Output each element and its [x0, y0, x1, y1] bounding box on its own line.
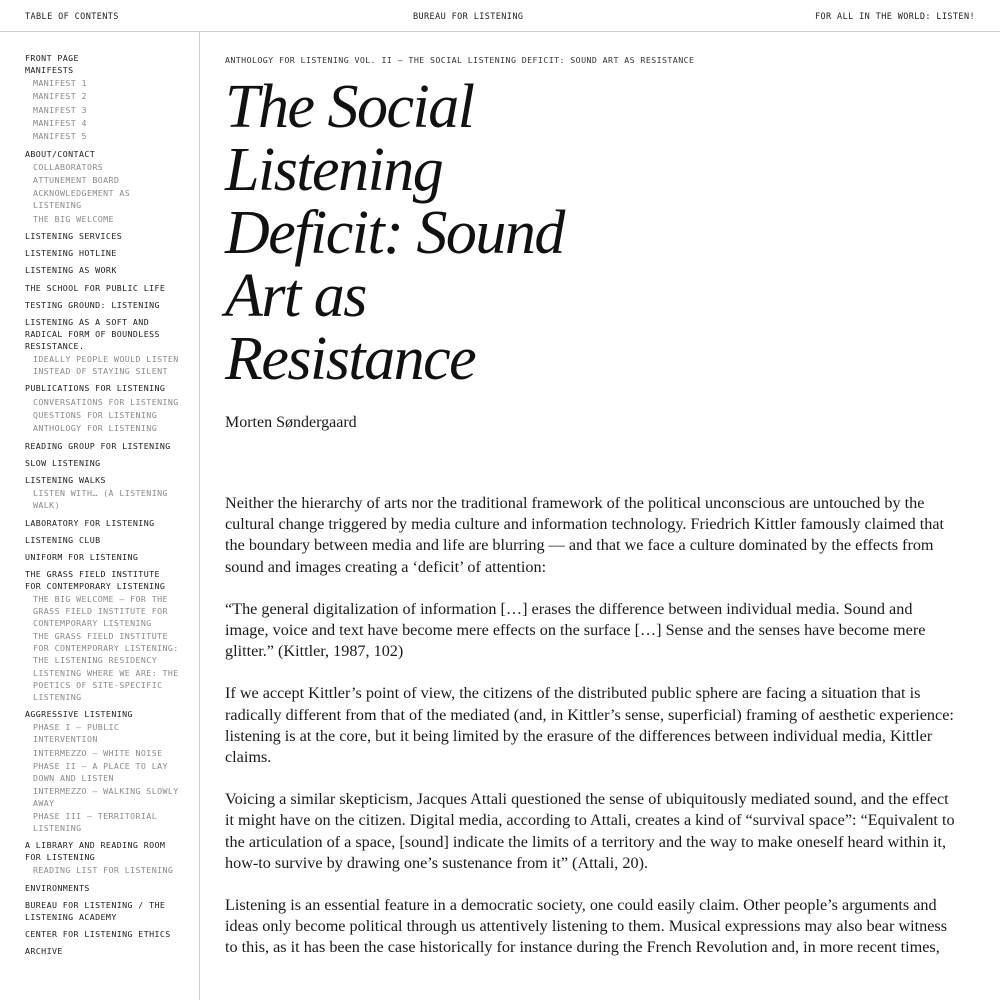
sidebar-item[interactable]: FRONT PAGE	[25, 53, 79, 63]
sidebar-subitem[interactable]: READING LIST FOR LISTENING	[33, 865, 174, 876]
body-paragraph: If we accept Kittler’s point of view, the citizens of the distributed public sphere are facing a situation that is radically different from that of the mediated (and, in Kittler’s sense, superficial) framing of aesthetic experience: listening is at the core, but it being limited by the erasure of the differences between individual media, Kittler claims.	[225, 684, 954, 767]
sidebar-subitem[interactable]: THE BIG WELCOME	[33, 213, 114, 224]
sidebar-subitem[interactable]: THE GRASS FIELD INSTITUTE FOR CONTEMPORARY LISTENING: THE LISTENING RESIDENCY	[33, 631, 179, 665]
article-author: Morten Søndergaard	[225, 414, 357, 431]
sidebar-subitem[interactable]: PHASE I – PUBLIC INTERVENTION	[33, 722, 120, 745]
sidebar-subitem[interactable]: LISTEN WITH… (A LISTENING WALK)	[33, 488, 168, 511]
body-paragraph: Voicing a similar skepticism, Jacques Attali questioned the sense of ubiquitously mediated sound, and the effect it might have on the citizen. Digital media, according to Attali, creates a kind of “survival space”: “Equivalent to the articulation of a space, [sound] indicate the limits of a territory and the way to make oneself heard within it, how-to survive by drawing one’s sustenance from it” (Attali, 20).	[225, 790, 955, 872]
sidebar-subitem[interactable]: PHASE III – TERRITORIAL LISTENING	[33, 811, 158, 833]
site-title-link[interactable]: BUREAU FOR LISTENING	[413, 12, 524, 22]
sidebar-item[interactable]: ARCHIVE	[25, 946, 63, 957]
sidebar-subitem[interactable]: INTERMEZZO – WALKING SLOWLY AWAY	[33, 785, 179, 808]
sidebar-item[interactable]: PUBLICATIONS FOR LISTENING	[25, 383, 166, 394]
sidebar-subitem[interactable]: INTERMEZZO – WHITE NOISE	[33, 747, 163, 758]
sidebar-item[interactable]: LISTENING SERVICES	[25, 230, 123, 241]
sidebar-subitem[interactable]: QUESTIONS FOR LISTENING	[33, 409, 158, 420]
sidebar-item[interactable]: LISTENING AS WORK	[25, 265, 117, 276]
tagline-link[interactable]: FOR ALL IN THE WORLD: LISTEN!	[814, 12, 975, 22]
sidebar-subitem[interactable]: MANIFEST 5	[33, 131, 87, 142]
sidebar-subitem[interactable]: LISTENING WHERE WE ARE: THE POETICS OF SITE-SPECIFIC LISTENING	[33, 668, 179, 702]
sidebar-item[interactable]: UNIFORM FOR LISTENING	[25, 552, 139, 563]
sidebar-item[interactable]: LISTENING WALKS	[25, 475, 106, 486]
sidebar-item[interactable]: ENVIRONMENTS	[25, 882, 90, 893]
sidebar-nav	[0, 32, 200, 1000]
sidebar-subitem[interactable]: ATTUNEMENT BOARD	[33, 175, 120, 186]
article-body	[225, 493, 955, 980]
sidebar-item[interactable]: READING GROUP FOR LISTENING	[25, 440, 171, 451]
sidebar-item[interactable]: AGGRESSIVE LISTENING	[25, 709, 133, 720]
sidebar-item[interactable]: THE GRASS FIELD INSTITUTE FOR CONTEMPORARY LISTENING	[25, 569, 166, 592]
table-of-contents-link[interactable]: TABLE OF CONTENTS	[25, 12, 119, 22]
sidebar-item[interactable]: LISTENING CLUB	[25, 534, 101, 545]
sidebar-subitem[interactable]: ANTHOLOGY FOR LISTENING	[33, 423, 158, 434]
sidebar-subitem[interactable]: MANIFEST 3	[33, 104, 87, 115]
body-quote: “The general digitalization of information […] erases the difference between individual media. Sound and image, voice and text have become mere effects on the surface […] Sense and the senses have become mere glitter.” (Kittler, 1987, 102)	[225, 599, 926, 661]
body-paragraph: Neither the hierarchy of arts nor the traditional framework of the political unconscious are untouched by the cultural change triggered by media culture and information technology. Friedrich Kittler famously claimed that the boundary between media and life are blurring — and that we face a culture dominated by the effects from sound and images creating a ‘deficit’ of attention:	[225, 494, 945, 576]
sidebar-subitem[interactable]: CONVERSATIONS FOR LISTENING	[33, 396, 179, 407]
sidebar-item[interactable]: SLOW LISTENING	[25, 457, 101, 468]
sidebar-item[interactable]: LISTENING AS A SOFT AND RADICAL FORM OF BOUNDLESS RESISTANCE.	[25, 317, 160, 351]
sidebar-item[interactable]: LABORATORY FOR LISTENING	[25, 517, 155, 528]
sidebar-subitem[interactable]: IDEALLY PEOPLE WOULD LISTEN INSTEAD OF STAYING SILENT	[33, 354, 179, 377]
body-paragraph: Listening is an essential feature in a democratic society, one could easily claim. Other people’s arguments and ideas only become political through us attentively listening to them. Musical expressions may also bear witness to this, as it has been the case historically for instance during the French Revolution and, in more recent times,	[225, 896, 947, 957]
sidebar-item[interactable]: BUREAU FOR LISTENING / THE LISTENING ACADEMY	[25, 899, 166, 922]
sidebar-item[interactable]: LISTENING HOTLINE	[25, 248, 117, 259]
sidebar-item[interactable]: CENTER FOR LISTENING ETHICS	[25, 928, 171, 939]
sidebar-subitem[interactable]: MANIFEST 1	[33, 78, 87, 89]
breadcrumb: ANTHOLOGY FOR LISTENING VOL. II — THE SOCIAL LISTENING DEFICIT: SOUND ART AS RESISTANCE	[225, 55, 695, 65]
sidebar-item[interactable]: MANIFESTS	[25, 64, 74, 75]
sidebar-subitem[interactable]: THE BIG WELCOME – FOR THE GRASS FIELD INSTITUTE FOR CONTEMPORARY LISTENING	[33, 594, 168, 629]
sidebar-subitem[interactable]: COLLABORATORS	[33, 161, 104, 172]
sidebar-subitem[interactable]: MANIFEST 2	[33, 91, 87, 102]
top-bar	[0, 0, 1000, 32]
sidebar-item[interactable]: THE SCHOOL FOR PUBLIC LIFE	[25, 282, 166, 293]
sidebar-item[interactable]: TESTING GROUND: LISTENING	[25, 300, 160, 311]
sidebar-item[interactable]: ABOUT/CONTACT	[25, 148, 96, 159]
sidebar-subitem[interactable]: PHASE II – A PLACE TO LAY DOWN AND LISTEN	[33, 760, 168, 783]
sidebar-subitem[interactable]: MANIFEST 4	[33, 117, 87, 128]
sidebar-item[interactable]: A LIBRARY AND READING ROOM FOR LISTENING	[25, 840, 166, 862]
article-title: The Social Listening Deficit: Sound Art as Resistance	[225, 73, 564, 393]
sidebar-subitem[interactable]: ACKNOWLEDGEMENT AS LISTENING	[33, 188, 131, 211]
